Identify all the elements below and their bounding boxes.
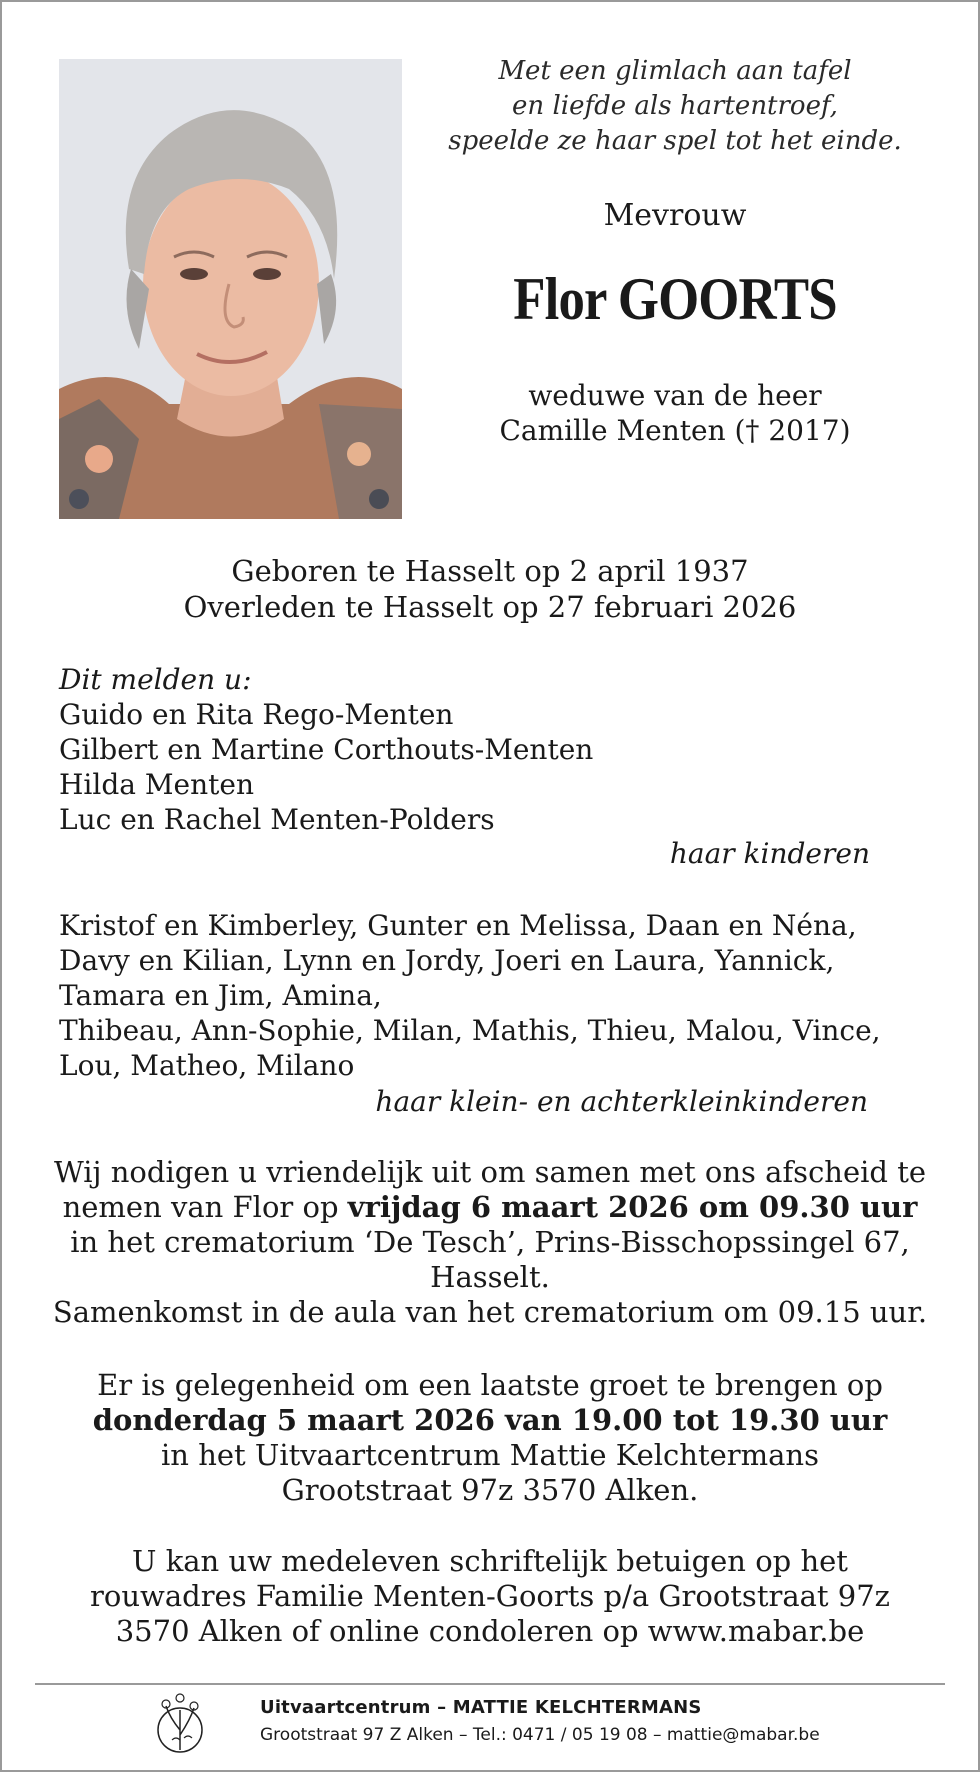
child-row: Guido en Rita Rego-Menten [59, 698, 454, 731]
grandchildren-row: Tamara en Jim, Amina, [59, 979, 382, 1012]
child-row: Luc en Rachel Menten-Polders [59, 803, 495, 836]
child-row: Hilda Menten [59, 768, 254, 801]
viewing-info [40, 1368, 940, 1508]
viewing-line-4: Grootstraat 97z 3570 Alken. [281, 1473, 699, 1507]
life-dates [60, 553, 920, 625]
condolence-line-3: 3570 Alken of online condoleren op www.mabar.be [115, 1614, 865, 1648]
viewing-line-1: Er is gelegenheid om een laatste groet te brengen op [97, 1368, 883, 1402]
funeral-line-2 [40, 1190, 940, 1225]
condolence-line-2: rouwadres Familie Menten-Goorts p/a Grootstraat 97z [90, 1579, 890, 1613]
grandchildren-row: Thibeau, Ann-Sophie, Milan, Mathis, Thieu, Malou, Vince, [59, 1014, 881, 1047]
funeral-line-3: in het crematorium ‘De Tesch’, Prins-Bisschopssingel 67, [70, 1225, 910, 1259]
widow-line-1: weduwe van de heer [528, 379, 822, 412]
birth-date: Geboren te Hasselt op 2 april 1937 [231, 554, 749, 588]
funeral-info [40, 1155, 940, 1330]
poem-line-3: speelde ze haar spel tot het einde. [448, 126, 902, 156]
viewing-line-3: in het Uitvaartcentrum Mattie Kelchtermans [161, 1438, 819, 1472]
viewing-datetime-text: donderdag 5 maart 2026 van 19.00 tot 19.30 uur [92, 1403, 888, 1437]
salutation: Mevrouw [603, 198, 747, 233]
funeral-line-2-text: nemen van Flor op [62, 1190, 348, 1224]
death-date: Overleden te Hasselt op 27 februari 2026 [183, 590, 797, 624]
footer-divider [35, 1683, 945, 1685]
funeral-line-1: Wij nodigen u vriendelijk uit om samen met ons afscheid te [53, 1155, 927, 1189]
condolence-info [40, 1544, 940, 1649]
footer-company: Uitvaartcentrum – MATTIE KELCHTERMANS [260, 1697, 702, 1718]
poem [440, 54, 910, 159]
widow-line-2: Camille Menten († 2017) [499, 414, 851, 447]
portrait-photo [59, 59, 402, 519]
family-list [59, 662, 593, 837]
deceased-name: Flor GOORTS [513, 266, 837, 332]
viewing-datetime [40, 1403, 940, 1438]
family-intro: Dit melden u: [59, 663, 252, 696]
funeral-datetime: vrijdag 6 maart 2026 om 09.30 uur [347, 1190, 918, 1224]
grandchildren-row: Lou, Matheo, Milano [59, 1049, 355, 1082]
poem-line-2: en liefde als hartentroef, [512, 91, 838, 121]
grandchildren-row: Kristof en Kimberley, Gunter en Melissa, Daan en Néna, [59, 909, 857, 942]
child-row: Gilbert en Martine Corthouts-Menten [59, 733, 594, 766]
poem-line-1: Met een glimlach aan tafel [498, 56, 852, 86]
funeral-line-4: Hasselt. [430, 1260, 550, 1294]
children-label: haar kinderen [669, 837, 870, 870]
grandchildren-row: Davy en Kilian, Lynn en Jordy, Joeri en Laura, Yannick, [59, 944, 835, 977]
condolence-line-1: U kan uw medeleven schriftelijk betuigen op het [132, 1544, 848, 1578]
funeral-line-5: Samenkomst in de aula van het crematorium om 09.15 uur. [52, 1295, 928, 1329]
grandchildren-list [59, 908, 939, 1083]
flower-logo-icon [150, 1690, 242, 1756]
footer-contact: Grootstraat 97 Z Alken – Tel.: 0471 / 05 19 08 – mattie@mabar.be [260, 1725, 820, 1745]
grandchildren-label: haar klein- en achterkleinkinderen [375, 1085, 868, 1118]
widow-of [440, 378, 910, 448]
